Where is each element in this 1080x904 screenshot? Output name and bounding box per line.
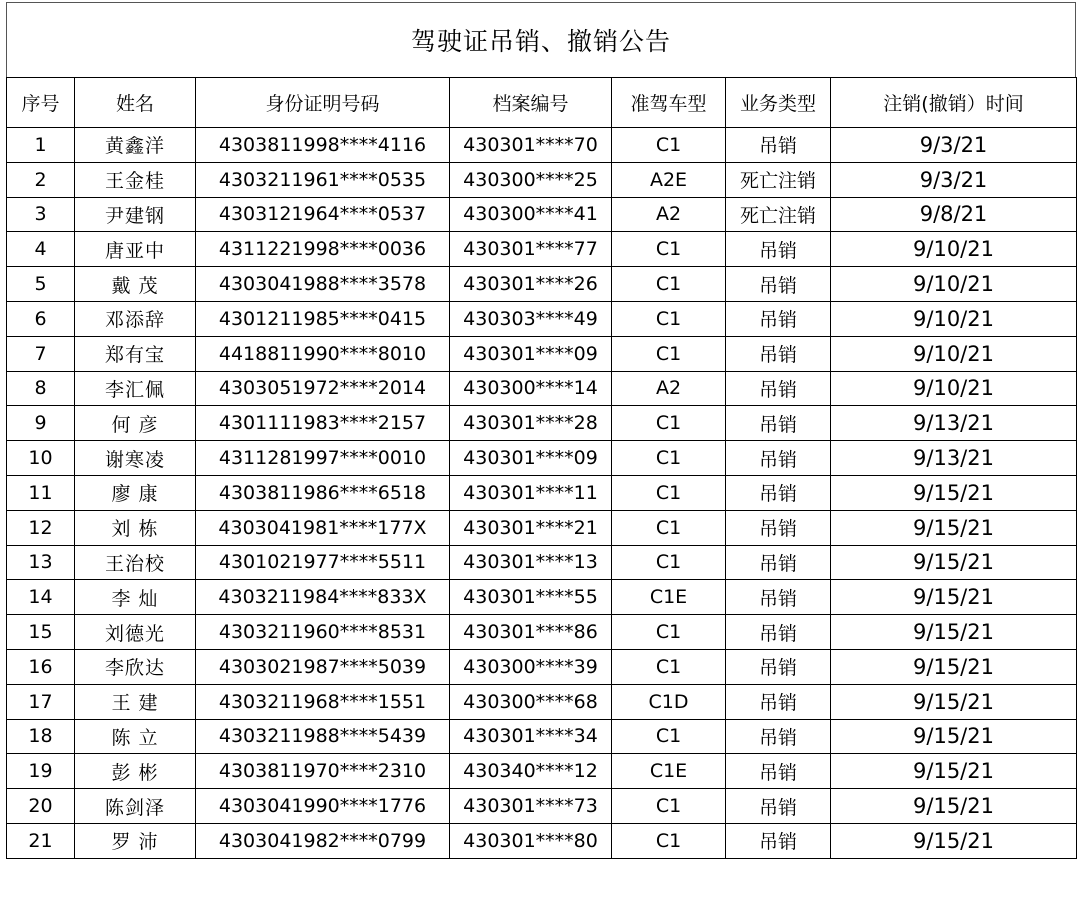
table-row (7, 649, 1077, 684)
cell-date: 9/15/21 (831, 475, 1077, 510)
cell-license-type: C1 (612, 719, 726, 754)
cell-name: 李汇佩 (75, 371, 196, 406)
cell-date: 9/10/21 (831, 336, 1077, 371)
cell-name: 罗 沛 (75, 823, 196, 858)
cell-date: 9/15/21 (831, 649, 1077, 684)
cell-license-type: C1 (612, 232, 726, 267)
table-row (7, 580, 1077, 615)
cell-license-type: C1 (612, 823, 726, 858)
header-date: 注销(撤销）时间 (831, 78, 1077, 128)
header-id-card: 身份证明号码 (196, 78, 450, 128)
cell-seq: 13 (7, 545, 75, 580)
table-row (7, 719, 1077, 754)
cell-name: 彭 彬 (75, 754, 196, 789)
cell-archive-number: 430303****49 (450, 301, 612, 336)
table-row (7, 406, 1077, 441)
cell-id-card: 4303051972****2014 (196, 371, 450, 406)
table-row (7, 441, 1077, 476)
cell-archive-number: 430301****26 (450, 267, 612, 302)
cell-id-card: 4303021987****5039 (196, 649, 450, 684)
table-row (7, 162, 1077, 197)
cell-seq: 20 (7, 789, 75, 824)
table-body (7, 128, 1077, 859)
cell-license-type: C1 (612, 789, 726, 824)
cell-name: 王治校 (75, 545, 196, 580)
cell-date: 9/15/21 (831, 684, 1077, 719)
cell-seq: 3 (7, 197, 75, 232)
cell-date: 9/10/21 (831, 232, 1077, 267)
cell-name: 何 彦 (75, 406, 196, 441)
cell-business-type: 吊销 (726, 545, 831, 580)
cell-archive-number: 430301****70 (450, 128, 612, 163)
cell-seq: 21 (7, 823, 75, 858)
cell-archive-number: 430300****68 (450, 684, 612, 719)
cell-name: 陈剑泽 (75, 789, 196, 824)
cell-date: 9/3/21 (831, 128, 1077, 163)
cell-business-type: 吊销 (726, 475, 831, 510)
cell-id-card: 4303211984****833X (196, 580, 450, 615)
header-business-type: 业务类型 (726, 78, 831, 128)
cell-name: 陈 立 (75, 719, 196, 754)
cell-business-type: 吊销 (726, 441, 831, 476)
cell-seq: 18 (7, 719, 75, 754)
cell-seq: 17 (7, 684, 75, 719)
cell-date: 9/10/21 (831, 301, 1077, 336)
table-row (7, 615, 1077, 650)
cell-date: 9/15/21 (831, 545, 1077, 580)
cell-business-type: 吊销 (726, 789, 831, 824)
cell-business-type: 吊销 (726, 301, 831, 336)
cell-license-type: C1E (612, 754, 726, 789)
cell-license-type: A2E (612, 162, 726, 197)
cell-archive-number: 430301****77 (450, 232, 612, 267)
table-row (7, 371, 1077, 406)
cell-business-type: 吊销 (726, 232, 831, 267)
cell-name: 谢寒凌 (75, 441, 196, 476)
cell-id-card: 4303211968****1551 (196, 684, 450, 719)
cell-seq: 1 (7, 128, 75, 163)
cell-license-type: C1 (612, 406, 726, 441)
cell-business-type: 吊销 (726, 580, 831, 615)
header-name: 姓名 (75, 78, 196, 128)
cell-date: 9/13/21 (831, 441, 1077, 476)
cell-archive-number: 430300****25 (450, 162, 612, 197)
cell-license-type: A2 (612, 197, 726, 232)
cell-id-card: 4303811970****2310 (196, 754, 450, 789)
cell-date: 9/15/21 (831, 754, 1077, 789)
cell-business-type: 吊销 (726, 406, 831, 441)
cell-date: 9/15/21 (831, 510, 1077, 545)
cell-seq: 16 (7, 649, 75, 684)
cell-id-card: 4301021977****5511 (196, 545, 450, 580)
cell-id-card: 4303811998****4116 (196, 128, 450, 163)
cell-name: 李欣达 (75, 649, 196, 684)
announcement-title (6, 2, 1076, 77)
header-archive-number: 档案编号 (450, 78, 612, 128)
cell-license-type: C1D (612, 684, 726, 719)
cell-seq: 7 (7, 336, 75, 371)
cell-archive-number: 430301****21 (450, 510, 612, 545)
cell-business-type: 吊销 (726, 754, 831, 789)
cell-archive-number: 430340****12 (450, 754, 612, 789)
header-license-type: 准驾车型 (612, 78, 726, 128)
cell-license-type: C1 (612, 128, 726, 163)
cell-date: 9/15/21 (831, 615, 1077, 650)
cell-name: 王金桂 (75, 162, 196, 197)
cell-id-card: 4303211988****5439 (196, 719, 450, 754)
cell-date: 9/15/21 (831, 823, 1077, 858)
cell-name: 廖 康 (75, 475, 196, 510)
cell-name: 刘 栋 (75, 510, 196, 545)
cell-seq: 14 (7, 580, 75, 615)
table-row (7, 336, 1077, 371)
cell-business-type: 吊销 (726, 128, 831, 163)
table-row (7, 510, 1077, 545)
cell-archive-number: 430301****28 (450, 406, 612, 441)
cell-id-card: 4303041981****177X (196, 510, 450, 545)
cell-license-type: A2 (612, 371, 726, 406)
cell-id-card: 4303211961****0535 (196, 162, 450, 197)
cell-business-type: 吊销 (726, 719, 831, 754)
cell-license-type: C1 (612, 649, 726, 684)
cell-archive-number: 430301****55 (450, 580, 612, 615)
header-seq: 序号 (7, 78, 75, 128)
table-row (7, 197, 1077, 232)
table-row (7, 301, 1077, 336)
cell-name: 唐亚中 (75, 232, 196, 267)
cell-license-type: C1 (612, 545, 726, 580)
cell-business-type: 死亡注销 (726, 197, 831, 232)
cell-name: 尹建钢 (75, 197, 196, 232)
cell-name: 王 建 (75, 684, 196, 719)
table-row (7, 475, 1077, 510)
cell-date: 9/10/21 (831, 371, 1077, 406)
cell-archive-number: 430301****73 (450, 789, 612, 824)
cell-seq: 19 (7, 754, 75, 789)
cell-id-card: 4303041982****0799 (196, 823, 450, 858)
cell-id-card: 4301111983****2157 (196, 406, 450, 441)
cell-name: 邓添辞 (75, 301, 196, 336)
table-row (7, 684, 1077, 719)
cell-seq: 15 (7, 615, 75, 650)
cell-license-type: C1 (612, 615, 726, 650)
cell-archive-number: 430301****09 (450, 336, 612, 371)
cell-business-type: 吊销 (726, 649, 831, 684)
table-row (7, 545, 1077, 580)
cell-business-type: 吊销 (726, 267, 831, 302)
cell-seq: 2 (7, 162, 75, 197)
cell-date: 9/3/21 (831, 162, 1077, 197)
cell-license-type: C1 (612, 267, 726, 302)
cell-name: 李 灿 (75, 580, 196, 615)
cell-date: 9/10/21 (831, 267, 1077, 302)
cell-business-type: 吊销 (726, 684, 831, 719)
cell-archive-number: 430301****34 (450, 719, 612, 754)
cell-seq: 11 (7, 475, 75, 510)
cell-date: 9/13/21 (831, 406, 1077, 441)
cell-archive-number: 430301****80 (450, 823, 612, 858)
cell-seq: 12 (7, 510, 75, 545)
cell-seq: 5 (7, 267, 75, 302)
cell-archive-number: 430300****39 (450, 649, 612, 684)
cell-seq: 4 (7, 232, 75, 267)
cell-name: 戴 茂 (75, 267, 196, 302)
cell-license-type: C1 (612, 475, 726, 510)
cell-name: 刘德光 (75, 615, 196, 650)
cell-license-type: C1 (612, 301, 726, 336)
cell-seq: 6 (7, 301, 75, 336)
table-row (7, 128, 1077, 163)
cell-date: 9/15/21 (831, 580, 1077, 615)
cell-archive-number: 430301****09 (450, 441, 612, 476)
table-row (7, 267, 1077, 302)
cell-archive-number: 430300****41 (450, 197, 612, 232)
cell-id-card: 4303121964****0537 (196, 197, 450, 232)
cell-id-card: 4418811990****8010 (196, 336, 450, 371)
cell-license-type: C1 (612, 510, 726, 545)
table-row (7, 754, 1077, 789)
title-text: 驾驶证吊销、撤销公告 (410, 27, 671, 56)
cell-seq: 9 (7, 406, 75, 441)
cell-name: 黄鑫洋 (75, 128, 196, 163)
cell-date: 9/8/21 (831, 197, 1077, 232)
cell-license-type: C1 (612, 336, 726, 371)
cell-id-card: 4311221998****0036 (196, 232, 450, 267)
cell-archive-number: 430300****14 (450, 371, 612, 406)
cell-business-type: 吊销 (726, 615, 831, 650)
cell-id-card: 4303041988****3578 (196, 267, 450, 302)
cell-seq: 10 (7, 441, 75, 476)
cell-business-type: 吊销 (726, 823, 831, 858)
cell-business-type: 吊销 (726, 371, 831, 406)
cell-archive-number: 430301****13 (450, 545, 612, 580)
cell-business-type: 吊销 (726, 336, 831, 371)
cell-id-card: 4303811986****6518 (196, 475, 450, 510)
cell-id-card: 4311281997****0010 (196, 441, 450, 476)
cell-archive-number: 430301****86 (450, 615, 612, 650)
cell-id-card: 4303211960****8531 (196, 615, 450, 650)
cell-license-type: C1E (612, 580, 726, 615)
table-row (7, 823, 1077, 858)
cell-name: 郑有宝 (75, 336, 196, 371)
revocation-table (6, 77, 1077, 859)
cell-archive-number: 430301****11 (450, 475, 612, 510)
cell-business-type: 吊销 (726, 510, 831, 545)
cell-date: 9/15/21 (831, 789, 1077, 824)
table-row (7, 232, 1077, 267)
cell-seq: 8 (7, 371, 75, 406)
cell-date: 9/15/21 (831, 719, 1077, 754)
cell-license-type: C1 (612, 441, 726, 476)
header-row (7, 78, 1077, 128)
table-row (7, 789, 1077, 824)
cell-id-card: 4301211985****0415 (196, 301, 450, 336)
cell-id-card: 4303041990****1776 (196, 789, 450, 824)
cell-business-type: 死亡注销 (726, 162, 831, 197)
announcement-sheet (6, 2, 1076, 900)
